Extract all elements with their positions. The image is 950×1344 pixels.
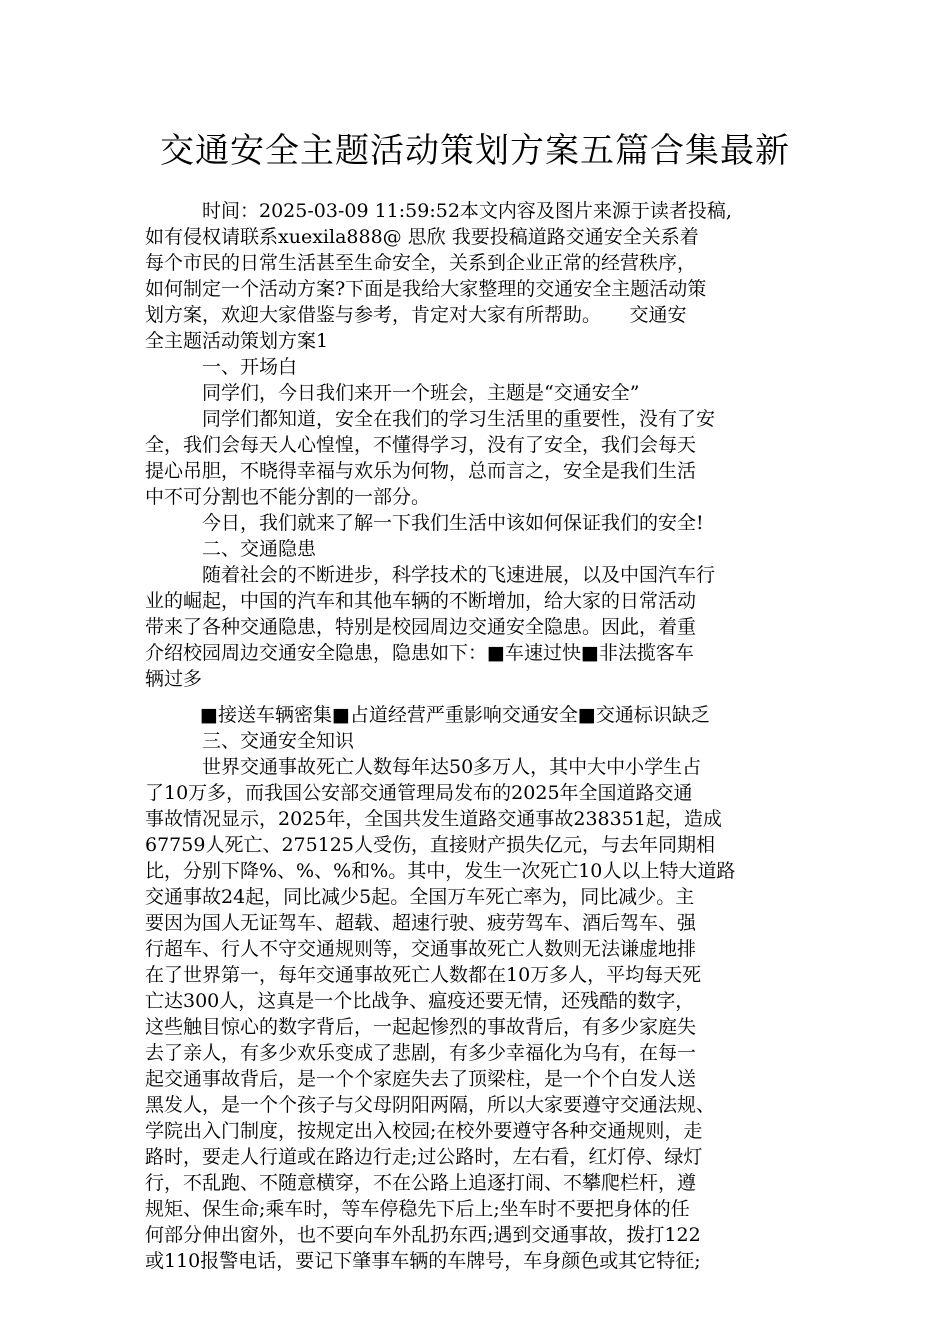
text-line: 每个市民的日常生活甚至生命安全，关系到企业正常的经营秩序， <box>145 252 697 274</box>
text-line: 带来了各种交通隐患，特别是校园周边交通安全隐患。因此，着重 <box>145 616 697 638</box>
text-line: 行超车、行人不守交通规则等，交通事故死亡人数则无法谦虚地排 <box>145 938 697 960</box>
paragraph-gap <box>145 692 810 702</box>
text-line: 比，分别下降%、%、%和%。其中，发生一次死亡10人以上特大道路 <box>145 860 736 882</box>
text-line: 交通事故24起，同比减少5起。全国万车死亡率为，同比减少。主 <box>145 886 695 908</box>
text-line: 路时，要走人行道或在路边行走;过公路时，左右看，红灯停、绿灯 <box>145 1146 703 1168</box>
text-line: 时间：2025-03-09 11:59:52本文内容及图片来源于读者投稿, <box>202 200 732 222</box>
text-line: 去了亲人，有多少欢乐变成了悲剧，有多少幸福化为乌有，在每一 <box>145 1042 697 1064</box>
text-line: 同学们，今日我们来开一个班会，主题是“交通安全” <box>202 382 640 404</box>
text-line: 中不可分割也不能分割的一部分。 <box>145 486 431 508</box>
text-line: 随着社会的不断进步，科学技术的飞速进展，以及中国汽车行 <box>202 564 716 586</box>
text-line: ■接送车辆密集■占道经营严重影响交通安全■交通标识缺乏 <box>200 704 710 726</box>
text-line: 介绍校园周边交通安全隐患，隐患如下：■车速过快■非法揽客车 <box>145 642 694 664</box>
document-body <box>145 198 810 1274</box>
text-line: 或110报警电话，要记下肇事车辆的车牌号，车身颜色或其它特征; <box>145 1250 701 1272</box>
document-title: 交通安全主题活动策划方案五篇合集最新 <box>160 131 790 171</box>
text-line: 今日，我们就来了解一下我们生活中该如何保证我们的安全! <box>202 512 704 534</box>
section-heading: 三、交通安全知识 <box>202 730 355 752</box>
text-line: 世界交通事故死亡人数每年达50多万人，其中大中小学生占 <box>202 756 702 778</box>
text-line: 黑发人，是一个个孩子与父母阴阳两隔，所以大家要遵守交通法规、 <box>145 1094 716 1116</box>
text-line: 何部分伸出窗外，也不要向车外乱扔东西;遇到交通事故，拨打122 <box>145 1224 701 1246</box>
text-line: 行，不乱跑、不随意横穿，不在公路上追逐打闹、不攀爬栏杆，遵 <box>145 1172 697 1194</box>
section-heading: 一、开场白 <box>202 356 298 378</box>
text-line: 亡达300人，这真是一个比战争、瘟疫还要无情，还残酷的数字， <box>145 990 695 1012</box>
text-line: 在了世界第一，每年交通事故死亡人数都在10万多人，平均每天死 <box>145 964 702 986</box>
text-line: 学院出入门制度，按规定出入校园;在校外要遵守各种交通规则，走 <box>145 1120 703 1142</box>
text-line: 全，我们会每天人心惶惶，不懂得学习，没有了安全，我们会每天 <box>145 434 697 456</box>
text-line: 同学们都知道，安全在我们的学习生活里的重要性，没有了安 <box>202 408 716 430</box>
text-line: 这些触目惊心的数字背后，一起起惨烈的事故背后，有多少家庭失 <box>145 1016 697 1038</box>
text-line: 如有侵权请联系xuexila888@ 思欣 我要投稿道路交通安全关系着 <box>145 226 699 248</box>
text-line: 如何制定一个活动方案?下面是我给大家整理的交通安全主题活动策 <box>145 278 707 300</box>
text-line: 全主题活动策划方案1 <box>145 330 329 352</box>
text-line: 规矩、保生命;乘车时，等车停稳先下后上;坐车时不要把身体的任 <box>145 1198 690 1220</box>
text-line: 67759人死亡、275125人受伤，直接财产损失亿元，与去年同期相 <box>145 834 715 856</box>
text-line: 划方案，欢迎大家借鉴与参考，肯定对大家有所帮助。 交通安 <box>145 304 687 326</box>
text-line: 事故情况显示，2025年，全国共发生道路交通事故238351起，造成 <box>145 808 722 830</box>
text-line: 辆过多 <box>145 668 203 690</box>
text-line: 要因为国人无证驾车、超载、超速行驶、疲劳驾车、酒后驾车、强 <box>145 912 697 934</box>
text-line: 业的崛起，中国的汽车和其他车辆的不断增加，给大家的日常活动 <box>145 590 697 612</box>
section-heading: 二、交通隐患 <box>202 538 317 560</box>
text-line: 起交通事故背后，是一个个家庭失去了顶梁柱，是一个个白发人送 <box>145 1068 697 1090</box>
text-line: 了10万多，而我国公安部交通管理局发布的2025年全国道路交通 <box>145 782 693 804</box>
text-line: 提心吊胆，不晓得幸福与欢乐为何物，总而言之，安全是我们生活 <box>145 460 697 482</box>
